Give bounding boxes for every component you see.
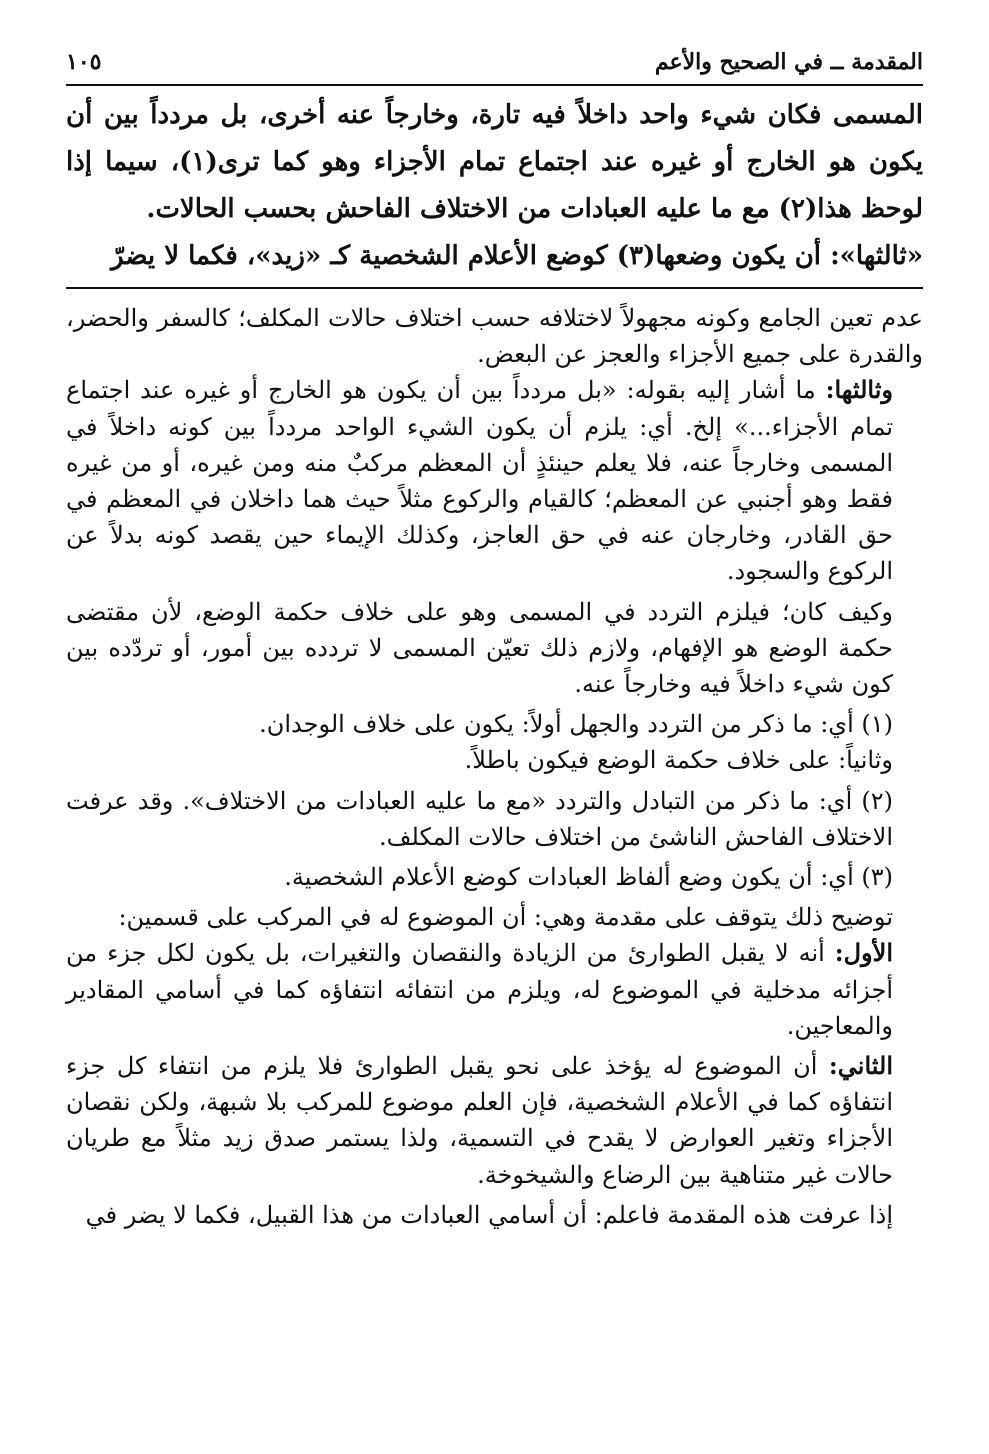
paragraph-lead: الأول: xyxy=(834,938,893,968)
commentary-paragraph-5 xyxy=(66,935,923,1044)
main-paragraph: المسمى فكان شيء واحد داخلاً فيه تارة، وخارجاً عنه أخرى، بل مردداً بين أن يكون هو الخارج أو غيره عند اجتماع تمام الأجزاء وهو كما ترى(١)، سيما إذا لوحظ هذا(٢) مع ما عليه العبادات من الاختلاف الفاحش بحسب الحالات. xyxy=(66,100,924,224)
page-header xyxy=(66,44,923,80)
commentary-text xyxy=(66,300,923,1233)
commentary-paragraph-2 xyxy=(66,372,923,589)
paragraph-body: ما أشار إليه بقوله: «بل مردداً بين أن يكون هو الخارج أو غيره عند اجتماع تمام الأجزاء...» إلخ. أي: يلزم أن يكون الشيء الواحد مردداً بين كونه داخلاً في المسمى وخارجاً عنه، فلا يعلم حينئذٍ أن المعظم مركبٌ منه ومن غيره، أو من غيره فقط وهو أجنبي عن المعظم؛ كالقيام والركوع مثلاً حيث هما داخلان في المعظم في حق القادر، وخارجان عنه في حق العاجز، وكذلك الإيماء حين يقصد كونه بدلاً عن الركوع والسجود. xyxy=(66,376,894,586)
paragraph-body: أنه لا يقبل الطوارئ من الزيادة والنقصان والتغيرات، بل يكون لكل جزء من أجزائه مدخلية في الموضوع له، ويلزم من انتفائه انتفاؤه كما في أسامي المقادير والمعاجين. xyxy=(66,939,893,1040)
footnote-3: (٣) أي: أن يكون وضع ألفاظ العبادات كوضع الأعلام الشخصية. xyxy=(284,863,893,892)
header-rule xyxy=(66,84,923,86)
footnote-1: (١) أي: ما ذكر من التردد والجهل أولاً: يكون على خلاف الوجدان. xyxy=(259,710,893,739)
commentary-paragraph-3: وكيف كان؛ فيلزم التردد في المسمى وهو على خلاف حكمة الوضع، لأن مقتضى حكمة الوضع هو الإفهام، ولازم ذلك تعيّن المسمى لا تردده بين أمور، أو تردّده بين كون شيء داخلاً فيه وخارجاً عنه. xyxy=(66,597,893,699)
running-title: المقدمة ــ في الصحيح والأعم xyxy=(654,49,923,75)
commentary-paragraph-6 xyxy=(66,1048,923,1193)
paragraph-lead: الثاني: xyxy=(828,1051,893,1081)
main-text xyxy=(66,92,923,280)
commentary-paragraph-1: عدم تعين الجامع وكونه مجهولاً لاختلافه حسب اختلاف حالات المكلف؛ كالسفر والحضر، والقدرة على جميع الأجزاء والعجز عن البعض. xyxy=(66,304,923,369)
commentary-separator xyxy=(66,287,923,289)
footnote-2: (٢) أي: ما ذكر من التبادل والتردد «مع ما عليه العبادات من الاختلاف». وقد عرفت الاختلاف الفاحش الناشئ من اختلاف حالات المكلف. xyxy=(66,786,893,851)
commentary-paragraph-4: توضيح ذلك يتوقف على مقدمة وهي: أن الموضوع له في المركب على قسمين: xyxy=(118,903,893,932)
commentary-paragraph-7: إذا عرفت هذه المقدمة فاعلم: أن أسامي العبادات من هذا القبيل، فكما لا يضر في xyxy=(85,1200,893,1229)
main-third-line: «ثالثها»: أن يكون وضعها(٣) كوضع الأعلام الشخصية كـ «زيد»، فكما لا يضرّ xyxy=(111,241,923,271)
page-number: ١٠٥ xyxy=(66,49,102,75)
paragraph-body: أن الموضوع له يؤخذ على نحو يقبل الطوارئ فلا يلزم من انتفاء كل جزء انتفاؤه كما في الأعلام الشخصية، فإن العلم موضوع للمركب بلا شبهة، ولكن نقصان الأجزاء وتغير العوارض لا يقدح في التسمية، ولذا يستمر صدق زيد مثلاً مع طريان حالات غير متناهية بين الرضاع والشيخوخة. xyxy=(66,1052,893,1189)
footnote-1-continued: وثانياً: على خلاف حكمة الوضع فيكون باطلاً. xyxy=(464,746,893,775)
paragraph-lead: وثالثها: xyxy=(825,375,893,405)
